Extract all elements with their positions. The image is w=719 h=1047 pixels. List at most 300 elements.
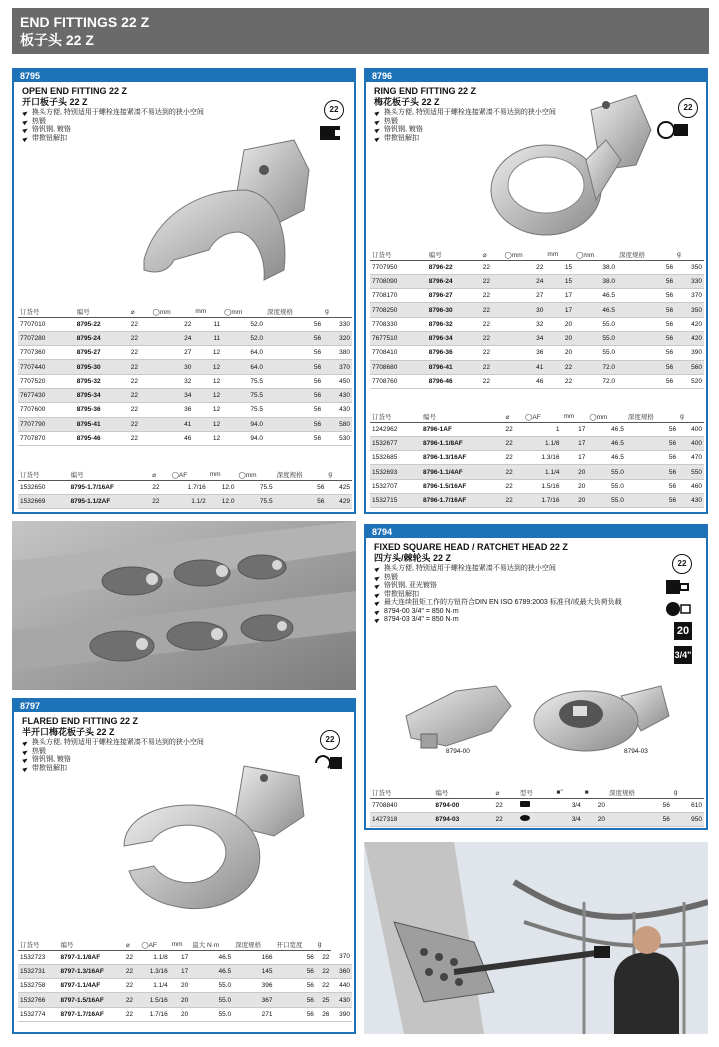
table-cell: 429 <box>326 494 352 508</box>
col-header: 编号 <box>427 250 481 260</box>
table-cell: 8795-46 <box>75 431 129 445</box>
table-cell: 56 <box>265 360 323 374</box>
table-cell: 7708840 <box>370 798 433 812</box>
foam-tray-photo <box>12 521 356 690</box>
table-cell: 56 <box>617 331 675 345</box>
table-cell: 1532723 <box>18 950 58 964</box>
panel-title: RING END FITTING 22 Z <box>374 86 477 96</box>
table-cell: 56 <box>265 346 323 360</box>
feature-item: 铬钒钢, 镀铬 <box>374 126 698 135</box>
image-caption: 8794-00 <box>446 748 470 755</box>
col-header: 深度规格 <box>607 788 672 798</box>
table-cell: 430 <box>331 993 352 1007</box>
table-cell: 3/4 <box>555 798 583 812</box>
table-row <box>18 1007 352 1021</box>
table-cell: 32 <box>151 374 194 388</box>
col-header: 深度规格 <box>233 940 274 950</box>
table-cell: 8796-1.1/8AF <box>421 436 503 450</box>
ratchet-head-symbol-icon <box>664 600 694 618</box>
table-cell: 8795-32 <box>75 374 129 388</box>
page-header <box>12 8 709 54</box>
col-header: ⌀ <box>504 412 524 422</box>
table-row <box>370 436 704 450</box>
table-cell: 350 <box>675 303 704 317</box>
table-cell: 7707010 <box>18 317 75 331</box>
table-cell: 8796-41 <box>427 360 481 374</box>
ratchet-head-image <box>531 676 671 756</box>
table-cell: 72.0 <box>574 360 617 374</box>
col-header: g <box>678 412 704 422</box>
table-cell: 22 <box>481 274 503 288</box>
table-cell: 22 <box>481 303 503 317</box>
feature-item: 带揿钮解扣 <box>374 591 648 600</box>
table-cell: 12 <box>193 417 222 431</box>
table-cell: 12.0 <box>208 494 237 508</box>
drive-size-badge: 22 <box>324 100 344 120</box>
table-cell: 56 <box>626 479 678 493</box>
table-cell: 56 <box>265 417 323 431</box>
panel-code: 8794 <box>366 526 706 538</box>
square-drive-20-badge: 20 <box>674 622 692 640</box>
table-cell: 15 <box>545 260 574 274</box>
table-cell: 12 <box>193 431 222 445</box>
table-cell: 470 <box>678 451 704 465</box>
table-cell: 26 <box>316 1007 332 1021</box>
col-header: g <box>323 307 352 317</box>
table-cell: 56 <box>617 260 675 274</box>
feature-item: 8794-00 3/4" = 850 N·m <box>374 608 648 617</box>
table-cell: 27 <box>151 346 194 360</box>
table-cell: 17 <box>170 950 190 964</box>
table-cell: 36 <box>151 403 194 417</box>
table-cell: 56 <box>275 1007 316 1021</box>
table-cell: 56 <box>617 317 675 331</box>
table-cell: 22 <box>129 331 151 345</box>
table-row <box>18 431 352 445</box>
table-row <box>370 360 704 374</box>
col-header: ◯mm <box>222 307 265 317</box>
table-cell: 390 <box>331 1007 352 1021</box>
table-cell: 8795-41 <box>75 417 129 431</box>
table-cell: 7677510 <box>370 331 427 345</box>
col-header: 订货号 <box>370 412 421 422</box>
table-cell: 1.7/16 <box>523 493 561 507</box>
table-cell: 390 <box>675 346 704 360</box>
table-cell: 420 <box>675 317 704 331</box>
table-cell: 8795-24 <box>75 331 129 345</box>
table-cell: 22 <box>129 317 151 331</box>
panel-title-cn: 四方头/棘轮头 22 Z <box>374 553 452 563</box>
table-cell: 41 <box>151 417 194 431</box>
table-row <box>370 346 704 360</box>
table-cell: 56 <box>626 493 678 507</box>
table-cell: 20 <box>562 493 588 507</box>
table-cell: 22 <box>129 346 151 360</box>
table-cell: 8795-1.1/2AF <box>69 494 151 508</box>
col-header: 深度规格 <box>626 412 678 422</box>
panel-title-cn: 半开口梅花板子头 22 Z <box>22 727 115 737</box>
flared-end-fitting-image <box>114 756 314 926</box>
table-cell: 46.5 <box>587 422 625 436</box>
table-cell: 1532766 <box>18 993 58 1007</box>
table-cell: 520 <box>675 374 704 388</box>
table-cell: 56 <box>626 436 678 450</box>
table-cell: 22 <box>124 964 140 978</box>
table-cell: 560 <box>675 360 704 374</box>
table-cell: 20 <box>545 317 574 331</box>
table-row <box>370 374 704 388</box>
col-header: ◯AF <box>170 470 208 480</box>
table-cell: 1.1/8 <box>523 436 561 450</box>
table-cell: 15 <box>545 274 574 288</box>
table-cell: 22 <box>129 388 151 402</box>
table-cell: 17 <box>562 451 588 465</box>
table-cell: 22 <box>129 431 151 445</box>
table-cell: 380 <box>323 346 352 360</box>
col-header: 深度规格 <box>275 470 327 480</box>
table-cell: 46.5 <box>574 303 617 317</box>
table-cell: 8795-36 <box>75 403 129 417</box>
table-cell: 8795-1.7/16AF <box>69 480 151 494</box>
panel-title-cn: 梅花板子头 22 Z <box>374 97 440 107</box>
table-cell: 12 <box>193 346 222 360</box>
table-cell: 56 <box>626 451 678 465</box>
table-cell: 950 <box>672 812 704 826</box>
col-header: g <box>316 940 332 950</box>
table-cell: 7707360 <box>18 346 75 360</box>
table-cell: 7707440 <box>18 360 75 374</box>
feature-item: 带揿钮解扣 <box>374 135 698 144</box>
table-cell: 8797-1.7/16AF <box>58 1007 123 1021</box>
panel-title-cn: 开口板子头 22 Z <box>22 97 88 107</box>
col-header: 编号 <box>433 788 493 798</box>
table-cell: 56 <box>607 812 672 826</box>
table-cell: 46.5 <box>587 451 625 465</box>
table-cell: 271 <box>233 1007 274 1021</box>
fixed-square-head-image <box>396 676 516 756</box>
table-cell: 400 <box>678 436 704 450</box>
table-row <box>370 465 704 479</box>
table-cell: 22 <box>481 289 503 303</box>
table-cell: 20 <box>583 812 607 826</box>
table-cell: 8796-32 <box>427 317 481 331</box>
table-cell: 320 <box>323 331 352 345</box>
table-cell: 460 <box>678 479 704 493</box>
panel-8796 <box>364 68 708 514</box>
worker-torque-wrench-photo <box>364 842 708 1034</box>
table-cell: 1532774 <box>18 1007 58 1021</box>
table-cell: 55.0 <box>574 346 617 360</box>
table-cell: 30 <box>151 360 194 374</box>
table-cell: 7707280 <box>18 331 75 345</box>
table-cell: 38.0 <box>574 274 617 288</box>
table-cell: 22 <box>481 360 503 374</box>
panel-8795 <box>12 68 356 514</box>
feature-item: 热锻 <box>374 118 698 127</box>
table-cell: 7707870 <box>18 431 75 445</box>
foam-tray-illustration <box>12 521 356 690</box>
table-cell: 8796-36 <box>427 346 481 360</box>
table-row <box>370 493 704 507</box>
table-cell: 22 <box>481 374 503 388</box>
table-cell: 8794-03 <box>433 812 493 826</box>
table-cell: 20 <box>545 331 574 345</box>
table-cell: 1532731 <box>18 964 58 978</box>
table-cell: 22 <box>545 360 574 374</box>
table-cell: 430 <box>678 493 704 507</box>
table-cell: 1532707 <box>370 479 421 493</box>
table-row <box>370 317 704 331</box>
feature-item: 铬钒钢, 镀铬 <box>22 756 346 765</box>
table-cell: 30 <box>503 303 546 317</box>
spec-table <box>18 940 352 1022</box>
panel-title: FLARED END FITTING 22 Z <box>22 716 139 726</box>
table-cell: 7708410 <box>370 346 427 360</box>
table-cell: 3/4 <box>555 812 583 826</box>
table-cell: 56 <box>275 950 316 964</box>
table-cell: 22 <box>129 403 151 417</box>
table-row <box>18 331 352 345</box>
table-cell: 7708170 <box>370 289 427 303</box>
table-cell: 22 <box>504 422 524 436</box>
col-header: mm <box>170 940 190 950</box>
table-row <box>370 422 704 436</box>
table-cell: 360 <box>331 964 352 978</box>
table-cell: 7708090 <box>370 274 427 288</box>
col-header: ⌀ <box>494 788 518 798</box>
table-cell: 94.0 <box>222 431 265 445</box>
table-cell: 7707790 <box>18 417 75 431</box>
table-cell: 330 <box>675 274 704 288</box>
spec-table <box>18 307 352 446</box>
table-cell: 56 <box>617 360 675 374</box>
table-cell: 56 <box>265 388 323 402</box>
table-cell: 1.3/16 <box>523 451 561 465</box>
square-head-icon <box>520 801 530 807</box>
table-cell: 20 <box>170 1007 190 1021</box>
table-cell: 22 <box>504 436 524 450</box>
table-cell: 7708250 <box>370 303 427 317</box>
col-header: 开口宽度 <box>275 940 316 950</box>
table-cell: 8794-00 <box>433 798 493 812</box>
table-cell: 22 <box>151 317 194 331</box>
drive-size-badge: 22 <box>678 98 698 118</box>
feature-list <box>366 564 656 626</box>
table-cell: 1532715 <box>370 493 421 507</box>
table-cell: 22 <box>129 374 151 388</box>
table-cell: 22 <box>124 1007 140 1021</box>
table-cell: 22 <box>124 979 140 993</box>
col-header: 订货号 <box>18 470 69 480</box>
col-header: ◯mm <box>503 250 546 260</box>
table-cell: 8796-30 <box>427 303 481 317</box>
spec-table <box>370 250 704 389</box>
table-cell: 56 <box>275 993 316 1007</box>
table-cell: 94.0 <box>222 417 265 431</box>
col-header: g <box>675 250 704 260</box>
table-cell: 1427318 <box>370 812 433 826</box>
col-header: 订货号 <box>370 788 433 798</box>
col-header: ⌀ <box>150 470 169 480</box>
ratchet-head-icon <box>520 815 530 821</box>
table-cell: 1532677 <box>370 436 421 450</box>
col-header: ■ <box>583 788 607 798</box>
col-header: 最大 N·m <box>190 940 233 950</box>
table-cell: 1.1/2 <box>170 494 208 508</box>
panel-title: OPEN END FITTING 22 Z <box>22 86 128 96</box>
col-header: ■" <box>555 788 583 798</box>
table-cell: 8796-1.1/4AF <box>421 465 503 479</box>
table-cell: 64.0 <box>222 360 265 374</box>
table-cell: 22 <box>481 331 503 345</box>
page-title-en: END FITTINGS 22 Z <box>20 14 150 30</box>
table-cell: 56 <box>617 374 675 388</box>
drive-size-badge: 22 <box>320 730 340 750</box>
table-cell: 450 <box>323 374 352 388</box>
table-cell: 56 <box>617 289 675 303</box>
table-cell: 1532758 <box>18 979 58 993</box>
table-cell: 370 <box>675 289 704 303</box>
table-cell: 32 <box>503 317 546 331</box>
table-cell: 22 <box>481 346 503 360</box>
feature-item: 换头方便, 特别适用于螺栓连接紧凑不易达到的狭小空间 <box>22 739 346 748</box>
table-cell: 56 <box>617 346 675 360</box>
table-cell: 55.0 <box>587 479 625 493</box>
table-cell: 8796-22 <box>427 260 481 274</box>
col-header: ⌀ <box>481 250 503 260</box>
feature-item: 8794-03 3/4" = 850 N·m <box>374 616 648 625</box>
table-row <box>18 494 352 508</box>
table-cell: 55.0 <box>587 493 625 507</box>
panel-title: FIXED SQUARE HEAD / RATCHET HEAD 22 Z <box>374 542 568 552</box>
table-cell: 1532693 <box>370 465 421 479</box>
feature-item: 带揿钮解扣 <box>22 135 346 144</box>
table-cell: 8797-1.5/16AF <box>58 993 123 1007</box>
table-cell: 1.7/16 <box>139 1007 169 1021</box>
table-row <box>370 451 704 465</box>
table-cell: 17 <box>562 436 588 450</box>
table-cell: 8796-1AF <box>421 422 503 436</box>
feature-item: 换头方便, 特别适用于螺栓连接紧凑不易达到的狭小空间 <box>374 565 648 574</box>
table-cell: 75.5 <box>222 388 265 402</box>
table-row <box>18 417 352 431</box>
table-cell: 12.0 <box>208 480 237 494</box>
table-cell: 56 <box>275 964 316 978</box>
table-cell: 1.1/4 <box>523 465 561 479</box>
table-cell: 400 <box>678 422 704 436</box>
table-cell: 46.5 <box>190 950 233 964</box>
table-cell: 46 <box>503 374 546 388</box>
table-cell: 1.1/8 <box>139 950 169 964</box>
table-cell: 56 <box>275 494 327 508</box>
table-cell: 1532669 <box>18 494 69 508</box>
feature-item: 热锻 <box>374 574 648 583</box>
table-cell: 22 <box>150 480 169 494</box>
col-header: 订货号 <box>18 940 58 950</box>
table-cell: 7677430 <box>18 388 75 402</box>
table-cell: 20 <box>170 993 190 1007</box>
table-cell: 8796-1.3/16AF <box>421 451 503 465</box>
col-header: ◯mm <box>151 307 194 317</box>
table-row <box>370 479 704 493</box>
table-cell: 75.5 <box>222 374 265 388</box>
table-cell: 20 <box>545 346 574 360</box>
col-header: 订货号 <box>18 307 75 317</box>
table-cell: 25 <box>316 993 332 1007</box>
table-cell: 1.7/16 <box>170 480 208 494</box>
table-cell: 530 <box>323 431 352 445</box>
col-header: mm <box>193 307 222 317</box>
table-cell: 7707520 <box>18 374 75 388</box>
table-cell: 46.5 <box>574 289 617 303</box>
table-cell: 56 <box>265 403 323 417</box>
table-cell: 56 <box>265 331 323 345</box>
col-header: g <box>326 470 352 480</box>
table-cell: 8796-27 <box>427 289 481 303</box>
table-cell: 17 <box>545 289 574 303</box>
table-row <box>18 979 352 993</box>
table-cell: 12 <box>193 403 222 417</box>
drive-size-badge: 22 <box>672 554 692 574</box>
table-row <box>18 403 352 417</box>
col-header: ⌀ <box>124 940 140 950</box>
table-cell: 46 <box>151 431 194 445</box>
table-cell: 72.0 <box>574 374 617 388</box>
square-head-symbol-icon <box>664 578 694 596</box>
table-cell: 17 <box>170 964 190 978</box>
feature-item: 热锻 <box>22 748 346 757</box>
table-cell: 56 <box>607 798 672 812</box>
ring-end-fitting-image <box>486 90 686 250</box>
table-cell: 1.3/16 <box>139 964 169 978</box>
col-header: ◯AF <box>139 940 169 950</box>
worker-illustration <box>364 842 708 1034</box>
col-header: 型号 <box>518 788 555 798</box>
table-cell <box>518 798 555 812</box>
table-row <box>18 480 352 494</box>
table-cell: 425 <box>326 480 352 494</box>
table-cell: 11 <box>193 317 222 331</box>
table-cell: 22 <box>316 964 332 978</box>
col-header: 编号 <box>75 307 129 317</box>
table-cell: 22 <box>504 493 524 507</box>
col-header: 深度规格 <box>265 307 323 317</box>
table-cell: 22 <box>481 260 503 274</box>
col-header: mm <box>562 412 588 422</box>
table-cell: 166 <box>233 950 274 964</box>
table-cell: 8796-1.5/16AF <box>421 479 503 493</box>
table-cell: 56 <box>626 422 678 436</box>
table-cell: 20 <box>562 465 588 479</box>
table-cell: 22 <box>545 374 574 388</box>
col-header: ◯mm <box>236 470 274 480</box>
table-cell: 580 <box>323 417 352 431</box>
image-caption: 8794-03 <box>624 748 648 755</box>
table-cell: 1.5/16 <box>139 993 169 1007</box>
col-header: 编号 <box>421 412 503 422</box>
table-cell: 56 <box>265 431 323 445</box>
table-cell: 22 <box>494 812 518 826</box>
square-drive-34-badge: 3/4" <box>674 646 692 664</box>
col-header: 编号 <box>69 470 151 480</box>
flared-end-symbol-icon <box>314 754 346 772</box>
table-cell: 64.0 <box>222 346 265 360</box>
table-row <box>370 331 704 345</box>
table-cell: 17 <box>545 303 574 317</box>
table-row <box>18 317 352 331</box>
table-cell: 8796-1.7/16AF <box>421 493 503 507</box>
table-row <box>370 303 704 317</box>
